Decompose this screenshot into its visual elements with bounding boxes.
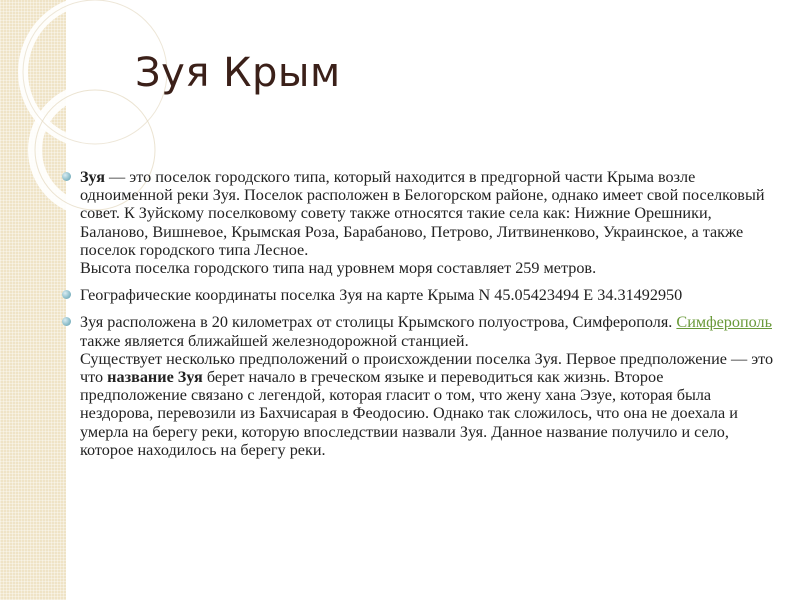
bullet-item-history [62, 313, 774, 459]
paragraph-altitude: Высота поселка городского типа над уровнем моря составляет 259 метров. [80, 259, 597, 278]
paragraph-text: Зуя расположена в 20 километрах от столицы Крымского полуострова, Симферополя. [80, 313, 677, 332]
slide-content [62, 168, 774, 468]
paragraph-coordinates: Географические координаты поселка Зуя на карте Крыма N 45.05423494 E 34.31492950 [80, 286, 683, 305]
paragraph-location [80, 313, 774, 349]
bullet-dot-icon [62, 290, 71, 299]
bullet-item-description [62, 168, 774, 277]
bold-term: название Зуя [107, 368, 203, 387]
paragraph-text: Существует несколько предположений о происхождении поселка Зуя. Первое предположение — это что [80, 349, 774, 387]
bullet-dot-icon [62, 172, 71, 181]
bullet-item-coordinates [62, 286, 774, 304]
paragraph-text: берет начало в греческом языке и переводиться как жизнь. Второе предположение связано с легендой, которая гласит о том, что жену хана Эзуе, которая была нездорова, перевозили из Бахчисарая в Феодосию. Однако так сложилось, что она не доехала и умерла на берегу реки, которую впоследствии назвали Зуя. Данное название получило и село, которое находилось на берегу реки. [80, 368, 738, 459]
simferopol-link[interactable]: Симферополь [676, 313, 772, 332]
bullet-dot-icon [62, 317, 71, 326]
paragraph [80, 168, 774, 259]
slide-title: Зуя Крым [135, 50, 341, 96]
bold-term: Зуя [80, 168, 105, 186]
paragraph-text: — это поселок городского типа, который находится в предгорной части Крыма возле одноименной реки Зуя. Поселок расположен в Белогорском районе, однако имеет свой поселковый совет. К Зуйскому поселковому совету также относятся такие села как: Нижние Орешники, Баланово, Вишневое, Крымская Роза, Барабаново, Петрово, Литвиненково, Украинское, а также поселок городского типа Лесное. [80, 168, 765, 259]
paragraph-text: также является ближайшей железнодорожной станцией. [80, 331, 469, 350]
paragraph-origin [80, 350, 774, 459]
